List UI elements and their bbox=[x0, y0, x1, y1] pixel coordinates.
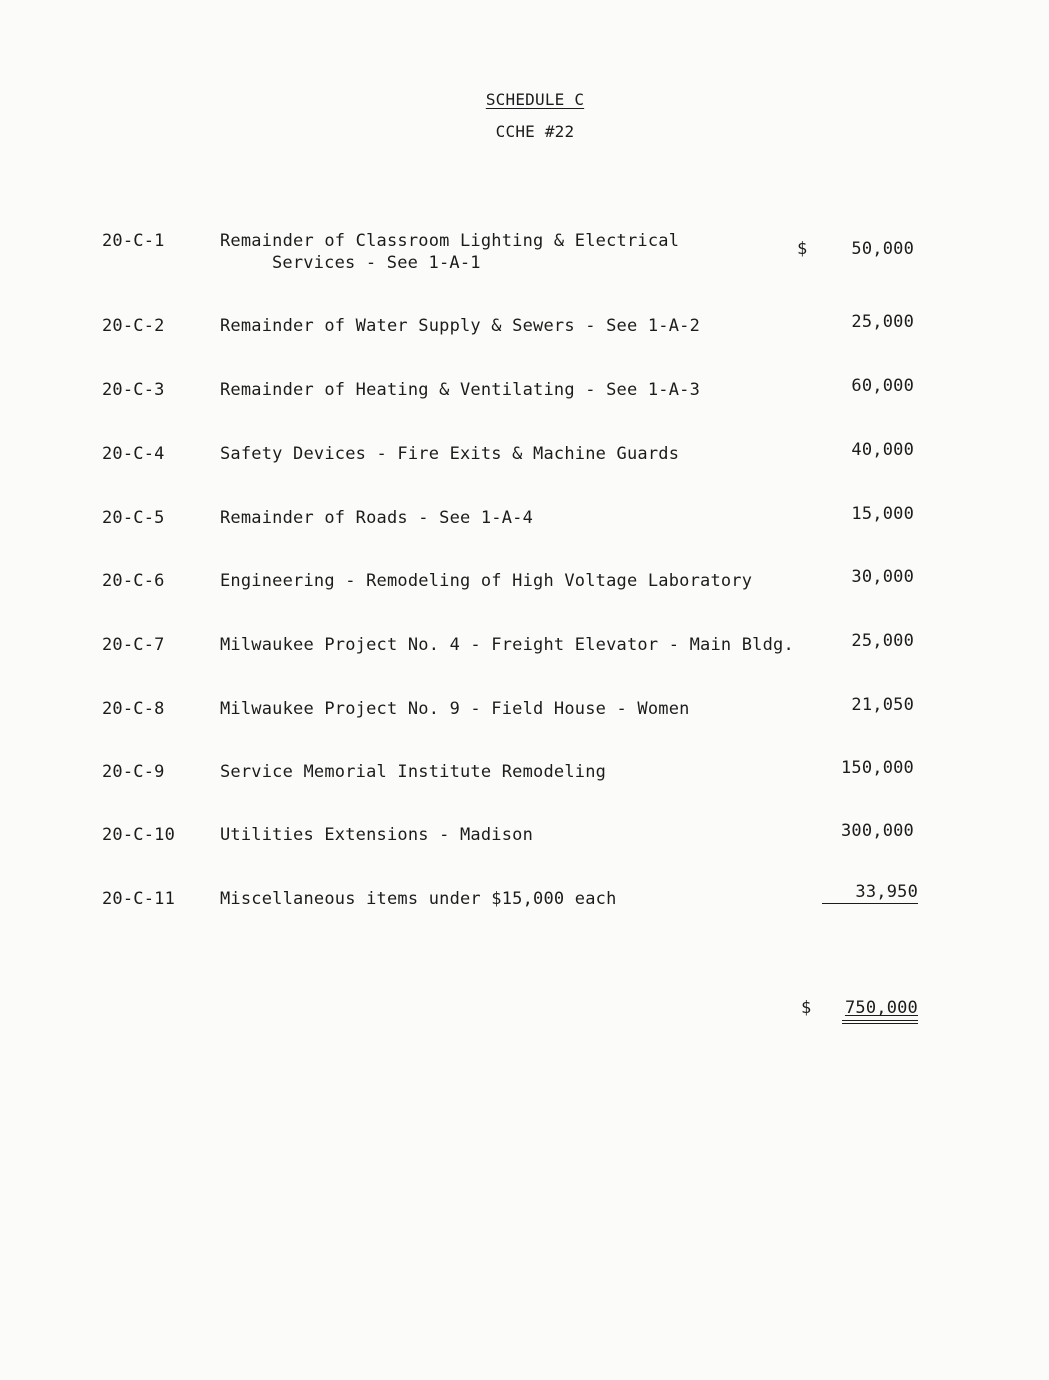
schedule-subtitle: CCHE #22 bbox=[495, 122, 575, 141]
schedule-row bbox=[0, 882, 1049, 933]
item-amount: 33,950 bbox=[822, 882, 918, 904]
total-currency-symbol: $ bbox=[801, 998, 812, 1018]
schedule-row bbox=[0, 440, 1049, 488]
item-amount: 21,050 bbox=[851, 695, 914, 715]
schedule-row bbox=[0, 504, 1049, 552]
item-description: Safety Devices - Fire Exits & Machine Guards bbox=[220, 444, 680, 464]
schedule-row bbox=[0, 631, 1049, 679]
schedule-row bbox=[0, 376, 1049, 424]
schedule-title: SCHEDULE C bbox=[485, 90, 585, 109]
item-code: 20-C-11 bbox=[102, 889, 176, 909]
item-description: Remainder of Water Supply & Sewers - See 1-A-2 bbox=[220, 316, 701, 336]
item-amount: 40,000 bbox=[851, 440, 914, 460]
item-code: 20-C-10 bbox=[102, 825, 176, 845]
item-code: 20-C-3 bbox=[102, 380, 165, 400]
item-code: 20-C-5 bbox=[102, 508, 165, 528]
schedule-row bbox=[0, 821, 1049, 869]
item-description: Milwaukee Project No. 4 - Freight Elevator - Main Bldg. bbox=[220, 635, 794, 655]
item-code: 20-C-9 bbox=[102, 762, 165, 782]
schedule-row bbox=[0, 312, 1049, 360]
item-description: Remainder of Classroom Lighting & Electrical bbox=[220, 231, 680, 251]
item-amount: 15,000 bbox=[851, 504, 914, 524]
item-description: Service Memorial Institute Remodeling bbox=[220, 762, 607, 782]
item-code: 20-C-4 bbox=[102, 444, 165, 464]
item-amount: 300,000 bbox=[840, 821, 914, 841]
item-amount: 25,000 bbox=[851, 631, 914, 651]
item-code: 20-C-1 bbox=[102, 231, 165, 251]
item-description: Remainder of Roads - See 1-A-4 bbox=[220, 508, 534, 528]
schedule-row bbox=[0, 567, 1049, 615]
item-code: 20-C-7 bbox=[102, 635, 165, 655]
item-code: 20-C-8 bbox=[102, 699, 165, 719]
item-amount: 150,000 bbox=[840, 758, 914, 778]
schedule-row bbox=[0, 231, 1049, 275]
schedule-row bbox=[0, 758, 1049, 806]
item-description: Remainder of Heating & Ventilating - See 1-A-3 bbox=[220, 380, 701, 400]
item-amount: 30,000 bbox=[851, 567, 914, 587]
item-description: Miscellaneous items under $15,000 each bbox=[220, 889, 617, 909]
total-row bbox=[0, 996, 1049, 1036]
item-amount: 25,000 bbox=[851, 312, 914, 332]
item-code: 20-C-2 bbox=[102, 316, 165, 336]
item-description: Milwaukee Project No. 9 - Field House - Women bbox=[220, 699, 690, 719]
currency-symbol: $ bbox=[797, 239, 808, 259]
schedule-row bbox=[0, 695, 1049, 743]
item-amount: 50,000 bbox=[851, 239, 914, 259]
total-amount: 750,000 bbox=[842, 998, 918, 1024]
item-description: Engineering - Remodeling of High Voltage Laboratory bbox=[220, 571, 753, 591]
item-code: 20-C-6 bbox=[102, 571, 165, 591]
item-amount: 60,000 bbox=[851, 376, 914, 396]
item-description-continued: Services - See 1-A-1 bbox=[272, 253, 481, 273]
item-description: Utilities Extensions - Madison bbox=[220, 825, 534, 845]
